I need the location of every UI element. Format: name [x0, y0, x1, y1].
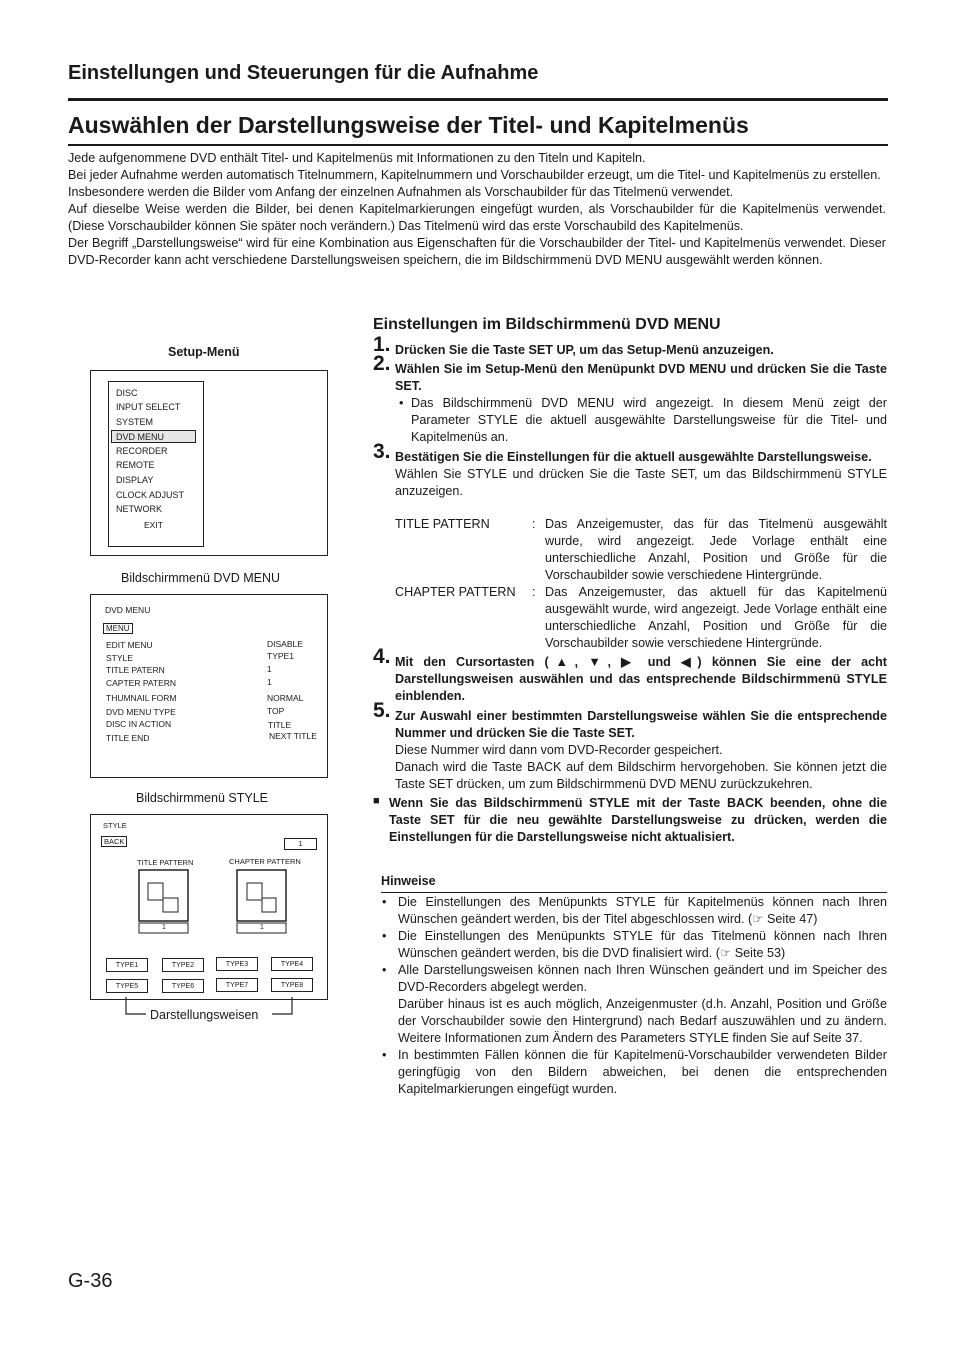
step-text: Danach wird die Taste BACK auf dem Bildschirm hervorgehoben. Sie können jetzt die Taste SET drücken, um zum Bildschirmmenü DVD MENU zurückzukehren. [395, 760, 887, 791]
setup-item-remote[interactable]: REMOTE [116, 460, 155, 470]
dvd-menu-row-label[interactable]: THUMNAIL FORM [106, 693, 177, 703]
dvd-menu-caption: Bildschirmmenü DVD MENU [121, 571, 281, 585]
style-menu-title: STYLE [103, 821, 127, 830]
definition-description: Das Anzeigemuster, das für das Titelmenü ausgewählt wurde, wird angezeigt. Jede Vorlage enthält eine unterschiedliche Anzahl, Position und Größe für die Vorschaubilder sowie verschiedene Hintergründe. [545, 517, 887, 582]
definition-title-pattern [395, 516, 887, 584]
dvd-menu-title: DVD MENU [105, 605, 151, 615]
definition-term: TITLE PATTERN [395, 517, 490, 531]
dvd-menu-row-value: DISABLE [267, 639, 303, 649]
dvd-menu-row-label[interactable]: STYLE [106, 653, 133, 663]
step-instruction: Mit den Cursortasten (▲, ▼, ▶ und ◀) können Sie eine der acht Darstellungsweisen auswählen und das entsprechende Bildschirmmenü STYLE einblenden. [395, 655, 887, 703]
dvd-menu-row-value: TOP [267, 706, 285, 716]
warning-text: Wenn Sie das Bildschirmmenü STYLE mit der Taste BACK beenden, ohne die Taste SET für die neu gewählte Darstellungsweise zu drücken, werden die Einstellungen für die Darstellungsweise nicht aktualisiert. [389, 796, 887, 844]
step-instruction: Drücken Sie die Taste SET UP, um das Setup-Menü anzuzeigen. [395, 343, 774, 357]
type-button[interactable]: TYPE1 [106, 958, 148, 972]
chapter-pattern-number: 1 [260, 924, 264, 931]
style-menu-caption: Bildschirmmenü STYLE [136, 791, 268, 805]
setup-item-disc[interactable]: DISC [116, 388, 138, 398]
definition-description: Das Anzeigemuster, das aktuell für das Kapitelmenü ausgewählt wurde, wird angezeigt. Jede Vorlage enthält eine unterschiedliche Anzahl, Position und Größe für die Vorschaubilder sowie verschiedene Hintergründe. [545, 585, 887, 650]
dvd-menu-tab[interactable]: MENU [103, 623, 133, 634]
step-number: 5. [373, 699, 391, 722]
type-button[interactable]: TYPE3 [216, 957, 258, 971]
intro-text [68, 150, 886, 269]
note-item: • Alle Darstellungsweisen können nach Ihren Wünschen geändert und im Speicher des DVD-Recorders abgelegt werden. [381, 962, 887, 996]
title-pattern-number: 1 [162, 924, 166, 931]
page-title: Auswählen der Darstellungsweise der Titel- und Kapitelmenüs [68, 112, 749, 138]
dvd-menu-row-value: 1 [267, 664, 272, 674]
step-1 [373, 333, 887, 359]
step-bullet: • Das Bildschirmmenü DVD MENU wird angezeigt. In diesem Menü zeigt der Parameter STYLE die aktuell ausgewählte Darstellungsweise für die Titel- und Kapitelmenüs an. [373, 395, 887, 446]
setup-item-input-select[interactable]: INPUT SELECT [116, 402, 181, 412]
style-number-field[interactable]: 1 [284, 838, 317, 850]
definition-colon: : [532, 517, 536, 531]
step-3 [373, 440, 887, 500]
dvd-menu-row-value: 1 [267, 677, 272, 687]
notes-list [381, 894, 887, 1098]
definition-chapter-pattern [395, 584, 887, 652]
step-5 [373, 699, 887, 793]
intro-paragraph: Der Begriff „Darstellungsweise“ wird für eine Kombination aus Eigenschaften für die Vorschaubilder der Titel- und Kapitelmenüs verwendet. Dieser DVD-Recorder kann acht verschiedene Darstellungsweisen speichern, die im Bildschirmmenü DVD MENU ausgewählt werden können. [68, 236, 886, 267]
type-button[interactable]: TYPE6 [162, 979, 204, 993]
step-number: 3. [373, 440, 391, 463]
type-button[interactable]: TYPE8 [271, 978, 313, 992]
step-instruction: Bestätigen Sie die Einstellungen für die aktuell ausgewählte Darstellungsweise. [395, 450, 872, 464]
page-number: G-36 [68, 1270, 113, 1292]
notes-heading: Hinweise [381, 874, 436, 888]
warning-note [373, 795, 887, 846]
notes-rule [381, 892, 887, 893]
back-button[interactable]: BACK [101, 836, 127, 847]
step-number: 4. [373, 645, 391, 668]
intro-paragraph: Jede aufgenommene DVD enthält Titel- und Kapitelmenüs mit Informationen zu den Titeln und Kapiteln. [68, 151, 646, 165]
step-number: 2. [373, 352, 391, 375]
dvd-menu-row-label[interactable]: DVD MENU TYPE [106, 707, 176, 717]
type-button[interactable]: TYPE7 [216, 978, 258, 992]
dvd-menu-row-value: TYPE1 [267, 651, 294, 661]
step-instruction: Zur Auswahl einer bestimmten Darstellungsweise wählen Sie die entsprechende Nummer und drücken Sie die Taste SET. [395, 709, 887, 740]
dvd-menu-row-value: NORMAL [267, 693, 304, 703]
step-text: Diese Nummer wird dann vom DVD-Recorder gespeichert. [395, 743, 723, 757]
intro-paragraph: Bei jeder Aufnahme werden automatisch Titelnummern, Kapitelnummern und Vorschaubilder erzeugt, um die Titel- und Kapitelmenüs zu erstellen. [68, 168, 881, 182]
setup-item-recorder[interactable]: RECORDER [116, 446, 168, 456]
chapter-pattern-label: CHAPTER PATTERN [229, 857, 301, 866]
type-button[interactable]: TYPE4 [271, 957, 313, 971]
section-title: Einstellungen und Steuerungen für die Aufnahme [68, 62, 539, 84]
setup-item-dvd-menu[interactable]: DVD MENU [116, 432, 165, 442]
dvd-menu-row-value: TITLE [268, 720, 292, 730]
section-heading: Einstellungen im Bildschirmmenü DVD MENU [373, 316, 721, 333]
dvd-menu-row-label[interactable]: TITLE END [106, 733, 150, 743]
square-bullet-icon: ■ [373, 795, 380, 807]
setup-menu-caption: Setup-Menü [168, 345, 240, 359]
step-text: Wählen Sie STYLE und drücken Sie die Taste SET, um das Bildschirmmenü STYLE anzuzeigen. [395, 467, 887, 498]
dvd-menu-row-label[interactable]: CAPTER PATERN [106, 678, 177, 688]
setup-exit-button[interactable]: EXIT [144, 520, 163, 530]
definition-colon: : [532, 585, 536, 599]
header-rule [68, 98, 888, 101]
note-item: • Die Einstellungen des Menüpunkts STYLE für das Titelmenü können nach Ihren Wünschen geändert werden, bis die DVD finalisiert wird. (☞ Seite 53) [381, 928, 887, 962]
dvd-menu-row-label[interactable]: TITLE PATERN [106, 665, 165, 675]
step-4 [373, 645, 887, 705]
setup-item-display[interactable]: DISPLAY [116, 475, 154, 485]
setup-item-clock-adjust[interactable]: CLOCK ADJUST [116, 490, 185, 500]
definition-term: CHAPTER PATTERN [395, 585, 516, 599]
intro-paragraph: Insbesondere werden die Bilder vom Anfang der einzelnen Aufnahmen als Vorschaubilder für das Titelmenü verwendet. [68, 185, 734, 199]
dvd-menu-row-label[interactable]: EDIT MENU [106, 640, 153, 650]
setup-item-system[interactable]: SYSTEM [116, 417, 154, 427]
note-item: • In bestimmten Fällen können die für Kapitelmenü-Vorschaubilder verwendeten Bilder geringfügig von den Bildern abweichen, bei denen die entsprechenden Kapitelmarkierungen eingefügt wurden. [381, 1047, 887, 1098]
step-number: 1. [373, 333, 391, 356]
type-button[interactable]: TYPE5 [106, 979, 148, 993]
note-item: • Die Einstellungen des Menüpunkts STYLE für Kapitelmenüs können nach Ihren Wünschen geändert werden, bis der Titel abgeschlossen wird. (☞ Seite 47) [381, 894, 887, 928]
step-2 [373, 352, 887, 446]
title-rule [68, 144, 888, 146]
intro-paragraph: Auf dieselbe Weise werden die Bilder, bei denen Kapitelmarkierungen eingefügt wurden, als Vorschaubilder für die Kapitelmenüs verwendet. (Diese Vorschaubilder können Sie später noch verändern.) Das Titelmenü wird das erste Vorschaubild des Kapitelmenüs. [68, 202, 886, 233]
type-button[interactable]: TYPE2 [162, 958, 204, 972]
setup-item-network[interactable]: NETWORK [116, 504, 162, 514]
types-caption: Darstellungsweisen [150, 1008, 259, 1022]
dvd-menu-row-label[interactable]: DISC IN ACTION [106, 719, 172, 729]
title-pattern-label: TITLE PATTERN [137, 858, 194, 867]
dvd-menu-row-value: NEXT TITLE [269, 731, 317, 741]
note-continuation: Darüber hinaus ist es auch möglich, Anzeigenmuster (d.h. Anzahl, Position und Größe der Vorschaubilder sowie den Hintergrund) nach Bedarf auszuwählen und zu ändern. Weitere Informationen zum Ändern des Parameters STYLE finden Sie auf Seite 37. [398, 997, 887, 1045]
step-instruction: Wählen Sie im Setup-Menü den Menüpunkt DVD MENU und drücken Sie die Taste SET. [395, 362, 887, 393]
